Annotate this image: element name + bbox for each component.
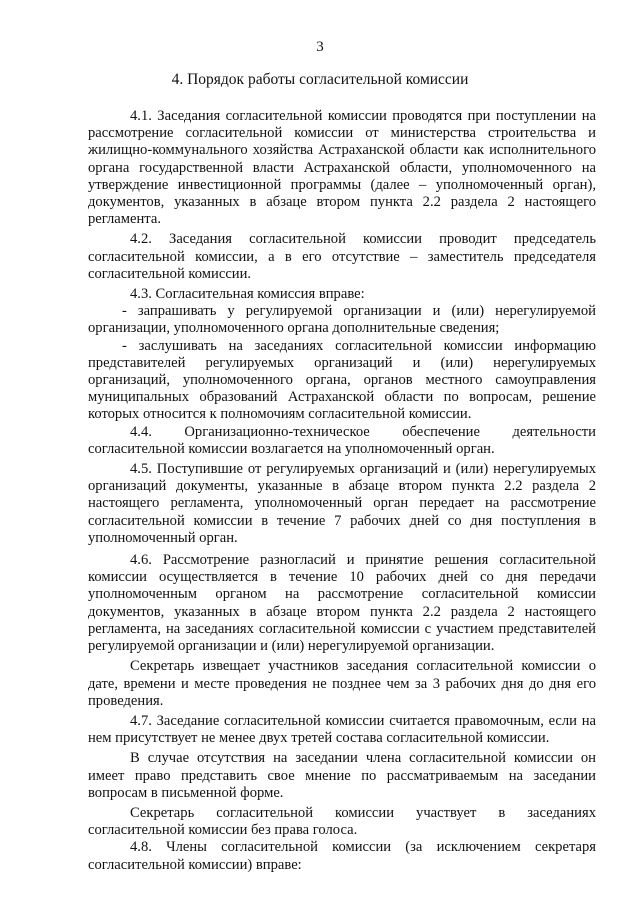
list-item-request-info: - запрашивать у регулируемой организации и (или) нерегулируемой организации, уполномоченного органа дополнительные сведения; (88, 303, 596, 337)
paragraph-4-4: 4.4. Организационно-техническое обеспечение деятельности согласительной комиссии возлагается на уполномоченный орган. (88, 423, 596, 457)
list-item-hear-representatives: - заслушивать на заседаниях согласительной комиссии информацию представителей регулируемых организаций и (или) нерегулируемых организаций, уполномоченного органа, органов местного самоуправления муниципальных образований Астраханской области по вопросам, решение которых относится к полномочиям согласительной комиссии. (88, 337, 596, 423)
paragraph-4-8: 4.8. Члены согласительной комиссии (за исключением секретаря согласительной комиссии) вправе: (88, 839, 596, 873)
paragraph-4-6: 4.6. Рассмотрение разногласий и принятие решения согласительной комиссии осуществляется в течение 10 рабочих дней со дня передачи уполномоченным органом на рассмотрение согласительной комиссии документов, указанных в абзаце втором пункта 2.2 раздела 2 настоящего регламента, на заседаниях согласительной комиссии с участием представителей регулируемой организации и (или) нерегулируемой организации. (88, 552, 596, 655)
paragraph-4-2: 4.2. Заседания согласительной комиссии проводит председатель согласительной комиссии, а в его отсутствие – заместитель председателя согласительной комиссии. (88, 231, 596, 282)
paragraph-secretary-notice: Секретарь извещает участников заседания согласительной комиссии о дате, времени и месте проведения не позднее чем за 3 рабочих дня до дня его проведения. (88, 658, 596, 709)
document-body (88, 108, 596, 874)
paragraph-secretary-role: Секретарь согласительной комиссии участвует в заседаниях согласительной комиссии без права голоса. (88, 804, 596, 839)
paragraph-4-3: 4.3. Согласительная комиссия вправе: (130, 286, 365, 303)
paragraph-absent-member: В случае отсутствия на заседании члена согласительной комиссии он имеет право представить свое мнение по рассматриваемым на заседании вопросам в письменной форме. (88, 750, 596, 801)
paragraph-4-1: 4.1. Заседания согласительной комиссии проводятся при поступлении на рассмотрение согласительной комиссии от министерства строительства и жилищно-коммунального хозяйства Астраханской области как исполнительного органа государственной власти Астраханской области, уполномоченного на утверждение инвестиционной программы (далее – уполномоченный орган), документов, указанных в абзаце втором пункта 2.2 раздела 2 настоящего регламента. (88, 108, 596, 228)
paragraph-4-7: 4.7. Заседание согласительной комиссии считается правомочным, если на нем присутствует не менее двух третей состава согласительной комиссии. (88, 712, 596, 747)
section-heading: 4. Порядок работы согласительной комиссии (171, 71, 469, 88)
paragraph-4-5: 4.5. Поступившие от регулируемых организаций и (или) нерегулируемых организаций документы, указанные в абзаце втором пункта 2.2 раздела 2 настоящего регламента, уполномоченный орган передает на рассмотрение согласительной комиссии в течение 7 рабочих дней со дня поступления в уполномоченный орган. (88, 461, 596, 546)
page-number: 3 (316, 39, 324, 55)
